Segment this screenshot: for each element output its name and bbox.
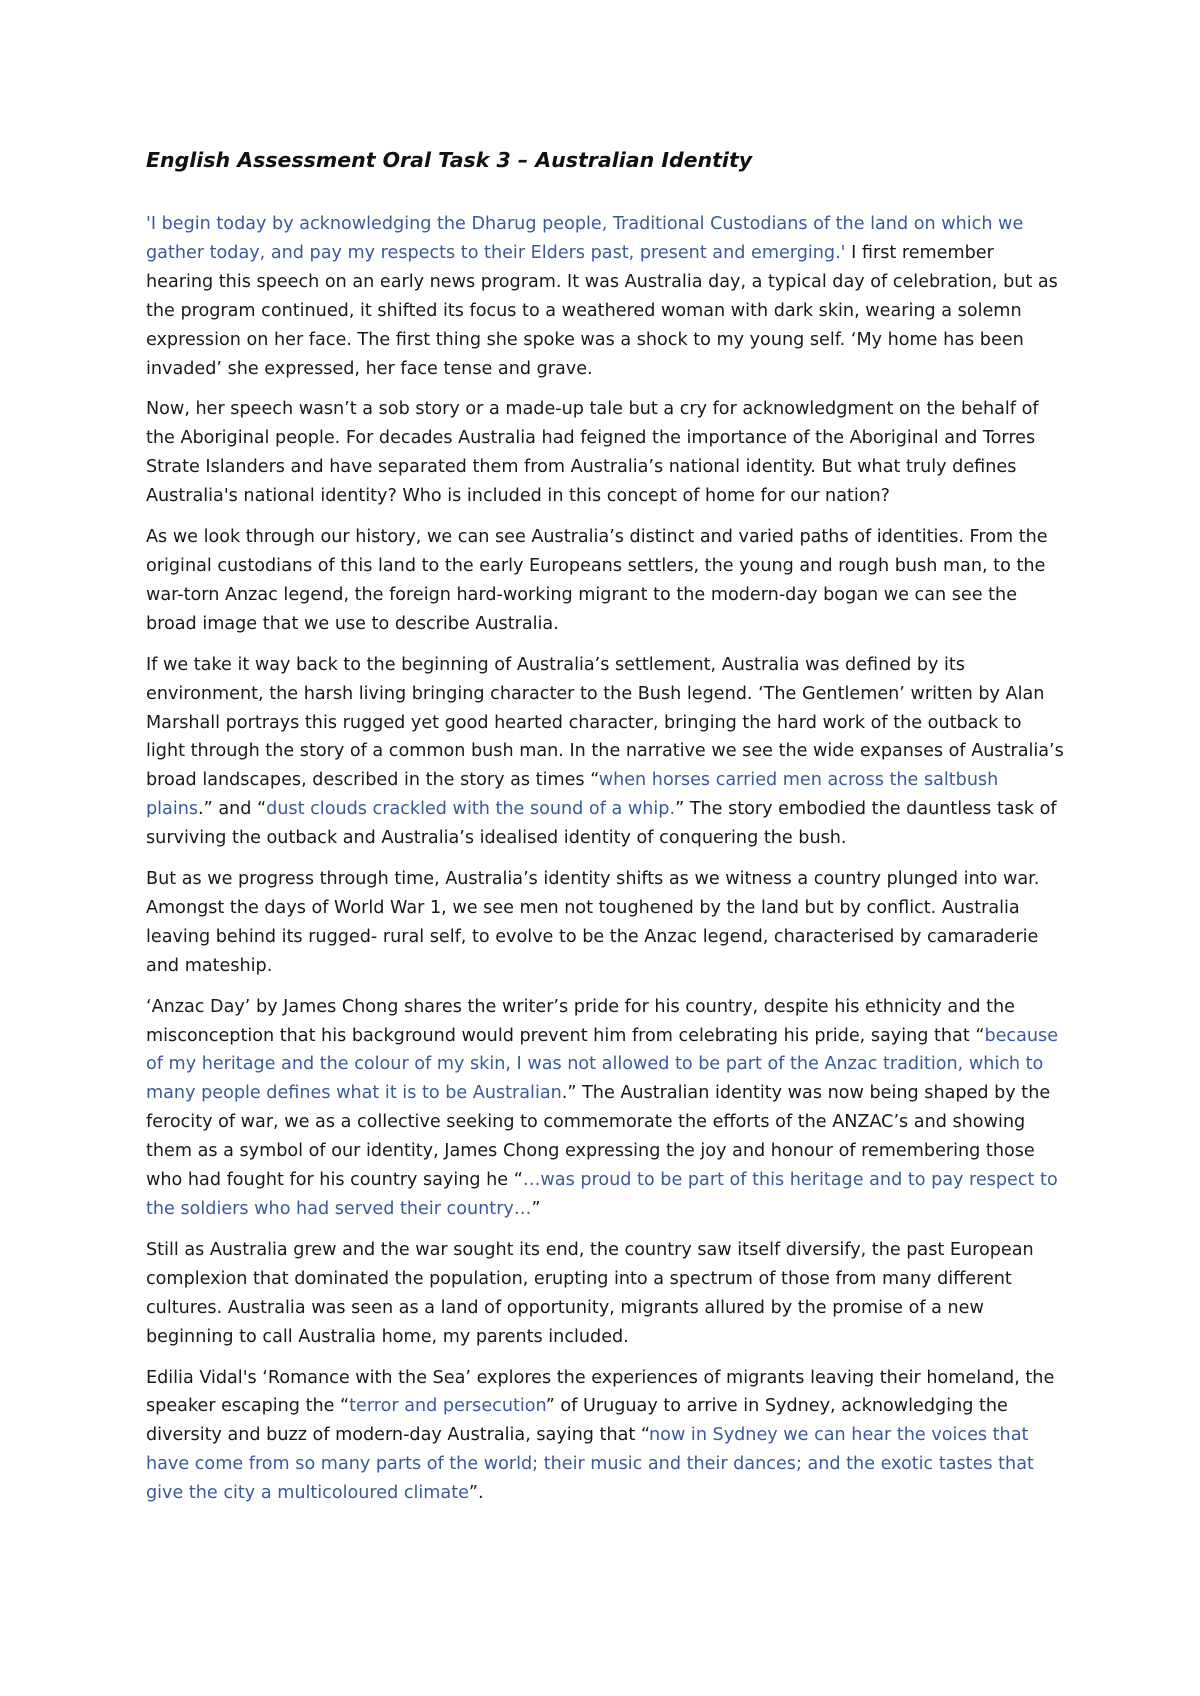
paragraph <box>146 523 1066 639</box>
body-text: .” The Australian identity was now being shaped by the ferocity of war, we as a collective seeking to commemorate the efforts of the ANZAC’s and showing them as a symbol of our identity, James Chong expressing the joy and honour of remembering those who had fought for his country saying he “ <box>146 1083 1051 1191</box>
paragraph <box>146 651 1066 853</box>
body-text: .” and “ <box>198 799 267 820</box>
document-title: English Assessment Oral Task 3 – Australian Identity <box>146 148 753 172</box>
body-text: Now, her speech wasn’t a sob story or a made-up tale but a cry for acknowledgment on the behalf of the Aboriginal people. For decades Australia had feigned the importance of the Aboriginal and Torres Strate Islanders and have separated them from Australia’s national identity. But what truly defines Australia's national identity? Who is included in this concept of home for our nation? <box>146 399 1039 507</box>
quote-text: because of my heritage and the colour of my skin, I was not allowed to be part of the Anzac tradition, which to many people defines what it is to be Australian <box>146 1025 1059 1104</box>
body-text: Edilia Vidal's ‘Romance with the Sea’ explores the experiences of migrants leaving their homeland, the speaker escaping the “ <box>146 1367 1055 1417</box>
body-text: ” <box>531 1199 541 1219</box>
body-text: ” of Uruguay to arrive in Sydney, acknowledging the diversity and buzz of modern-day Australia, saying that “ <box>146 1396 1008 1446</box>
paragraph <box>146 210 1066 383</box>
body-text: I first remember hearing this speech on an early news program. It was Australia day, a typical day of celebration, but as the program continued, it shifted its focus to a weathered woman with dark skin, wearing a solemn expression on her face. The first thing she spoke was a shock to my young self. ‘My home has been invaded’ she expressed, her face tense and grave. <box>146 242 1058 379</box>
paragraph <box>146 395 1066 511</box>
paragraph <box>146 865 1066 981</box>
body-text: As we look through our history, we can see Australia’s distinct and varied paths of identities. From the original custodians of this land to the early Europeans settlers, the young and rough bush man, to the war-torn Anzac legend, the foreign hard-working migrant to the modern-day bogan we can see the broad image that we use to describe Australia. <box>146 527 1048 634</box>
quote-text: 'I begin today by acknowledging the Dharug people, Traditional Custodians of the land on which we gather today, and pay my respects to their Elders past, present and emerging.' <box>146 214 1024 263</box>
paragraph <box>146 1364 1066 1509</box>
body-text: But as we progress through time, Australia’s identity shifts as we witness a country plunged into war. Amongst the days of World War 1, we see men not toughened by the land but by conflict. Australia leaving behind its rugged- rural self, to evolve to be the Anzac legend, characterised by camaraderie and mateship. <box>146 869 1040 976</box>
body-text: ” The story embodied the dauntless task of surviving the outback and Australia’s idealised identity of conquering the bush. <box>146 799 1057 849</box>
body-text: If we take it way back to the beginning of Australia’s settlement, Australia was defined by its environment, the harsh living bringing character to the Bush legend. ‘The Gentlemen’ written by Alan Marshall portrays this rugged yet good hearted character, bringing the hard work of the outback to light through the story of a common bush man. In the narrative we see the wide expanses of Australia’s broad landscapes, described in the story as times “ <box>146 654 1064 791</box>
body-text: ‘Anzac Day’ by James Chong shares the writer’s pride for his country, despite his ethnicity and the misconception that his background would prevent him from celebrating his pride, saying that “ <box>146 996 1015 1046</box>
quote-text: now in Sydney we can hear the voices that have come from so many parts of the world; their music and their dances; and the exotic tastes that give the city a multicoloured climate <box>146 1425 1034 1504</box>
body-text: ”. <box>468 1483 484 1504</box>
paragraph <box>146 993 1066 1224</box>
paragraph <box>146 1236 1066 1352</box>
quote-text: …was proud to be part of this heritage and to pay respect to the soldiers who had served their country… <box>146 1170 1058 1219</box>
document-body <box>146 146 1066 1520</box>
quote-text: dust clouds crackled with the sound of a whip. <box>266 799 676 820</box>
quote-text: terror and persecution <box>349 1396 546 1417</box>
paragraph-list <box>146 210 1066 1508</box>
quote-text: when horses carried men across the saltbush plains <box>146 770 999 820</box>
body-text: Still as Australia grew and the war sought its end, the country saw itself diversify, the past European complexion that dominated the population, erupting into a spectrum of those from many different cultures. Australia was seen as a land of opportunity, migrants allured by the promise of a new beginning to call Australia home, my parents included. <box>146 1239 1034 1347</box>
